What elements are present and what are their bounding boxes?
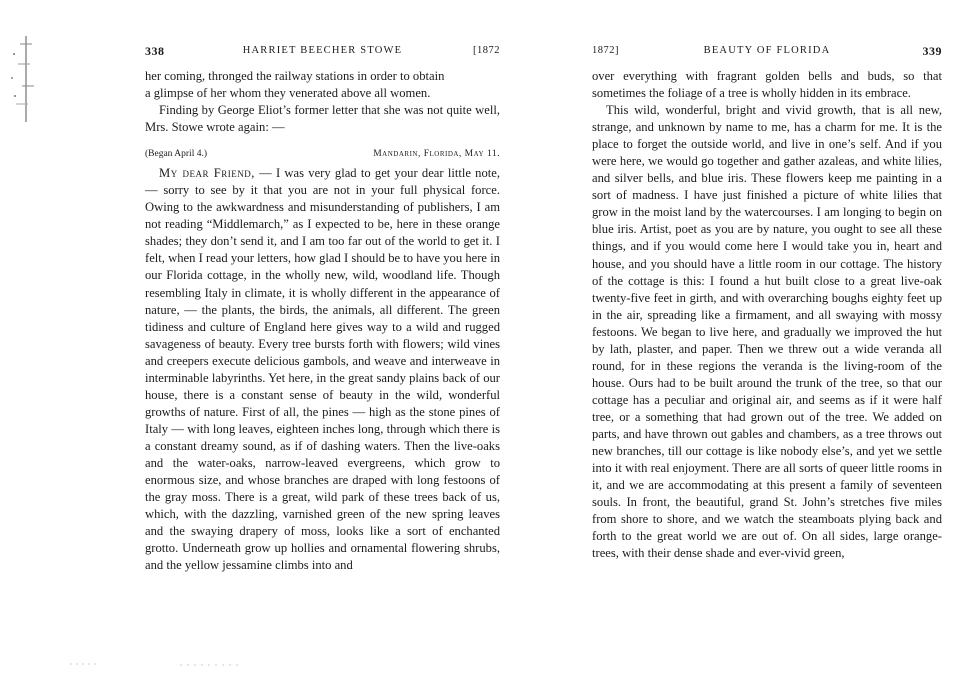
intro-line: her coming, thronged the railway stations in order to obtain xyxy=(145,69,445,83)
dateline-left: (Began April 4.) xyxy=(145,149,208,160)
letter-text: — I was very glad to get your dear little note, — sorry to see by it that you are not in your full physical force. Owing to the awkwardness and misunderstanding of publishers, I am not reading “Middlemarch,” as I expected to be, here in these orange shades; they don’t send it, and I am too far out of the world to get it. I felt, when I read your letters, how glad I should be to have you here in our Florida cottage, in the wholly new, wild, woodland life. Though resembling Italy in climate, it is wholly different in the appearance of nature, — the plants, the birds, the animals, all different. The green tidiness and culture of England here gives way to a wild and rugged savageness of beauty. Every tree bursts forth with flowers; wild vines and creepers execute delicious gambols, and weave and interweave in interminable labyrinths. Yet here, in the great sandy plains back of our house, there is a constant sense of beauty in the wild, wonderful growths of nature. First of all, the pines — high as the stone pines of Italy — with long leaves, eighteen inches long, through which there is a constant dreamy sound, as if of dashing waters. Then the live-oaks and the water-oaks, narrow-leaved evergreens, which grow to enormous size, and whose branches are draped with long festoons of the gray moss. There is a great, wild park of these trees back of us, which, with the dazzling, varnished green of the new spring leaves and the swaying drapery of moss, looks like a sort of enchanted grotto. Underneath grow up hollies and ornamental flowering shrubs, and the yellow jessamine climbs into and xyxy=(145,166,500,573)
page-number: 339 xyxy=(922,44,942,58)
running-title: BEAUTY OF FLORIDA xyxy=(703,45,831,56)
left-page-header xyxy=(145,44,500,60)
left-page-body xyxy=(145,68,500,574)
letter-paragraph xyxy=(145,165,500,574)
running-title: HARRIET BEECHER STOWE xyxy=(242,45,403,56)
dateline-right: Mandarin, Florida, May 11. xyxy=(373,149,500,160)
letter-dateline xyxy=(145,146,500,163)
page-number: 338 xyxy=(145,44,165,58)
binding-edge-marks xyxy=(8,34,38,124)
salutation: My dear Friend, xyxy=(159,166,255,181)
intro-paragraph: Finding by George Eliot’s former letter that she was not quite well, Mrs. Stowe wrote again: — xyxy=(145,103,500,135)
continuation-paragraph: over everything with fragrant golden bells and buds, so that sometimes the foliage of a tree is wholly hidden in its embrace. xyxy=(592,69,942,101)
right-page-body xyxy=(592,68,942,562)
left-page xyxy=(145,0,500,692)
intro-line: a glimpse of her whom they venerated above all women. xyxy=(145,86,431,101)
year-marker: 1872] xyxy=(592,45,619,56)
letter-paragraph: This wild, wonderful, bright and vivid growth, that is all new, strange, and unknown by name to me, has a charm for me. It is the place to forget the outside world, and live in one’s self. And if you were here, we would go together and gather azaleas, and white lilies, and silver bells, and blue iris. These flowers keep me painting in a sort of madness. I have just finished a picture of white lilies that grow in the moist land by the watercourses. I am longing to begin on blue iris. Artist, poet as you are by nature, you ought to see all these things, and if you would come here I would take you in, heart and house, and you should have a little room in our cottage. The history of the cottage is this: I found a hut built close to a great live-oak twenty-five feet in girth, and with overarching boughs eighty feet up in the air, spreading like a firmament, and all swaying with mossy festoons. We began to live here, and gradually we improved the hut by lath, plaster, and paper. Then we threw out a wide veranda all round, for in these regions the veranda is the living-room of the house. Ours had to be built around the trunk of the tree, so that our cottage has a peculiar and original air, and seems as if it were half tree, or a something that had grown out of the tree. We added on parts, and have thrown out gables and chambers, as a tree throws out new branches, till our cottage is like nobody else’s, and yet we settle into it with real enjoyment. There are all sorts of queer little rooms in it, and we are accommodating at this present a family of seventeen souls. In front, the beautiful, grand St. John’s stretches five miles from shore to shore, and we watch the steamboats plying back and forth to the great world we are out of. On all sides, large orange-trees, with their dense shade and ever-vivid green, xyxy=(592,103,942,561)
right-page xyxy=(592,0,942,692)
year-marker: [1872 xyxy=(473,45,500,56)
right-page-header xyxy=(592,44,942,60)
